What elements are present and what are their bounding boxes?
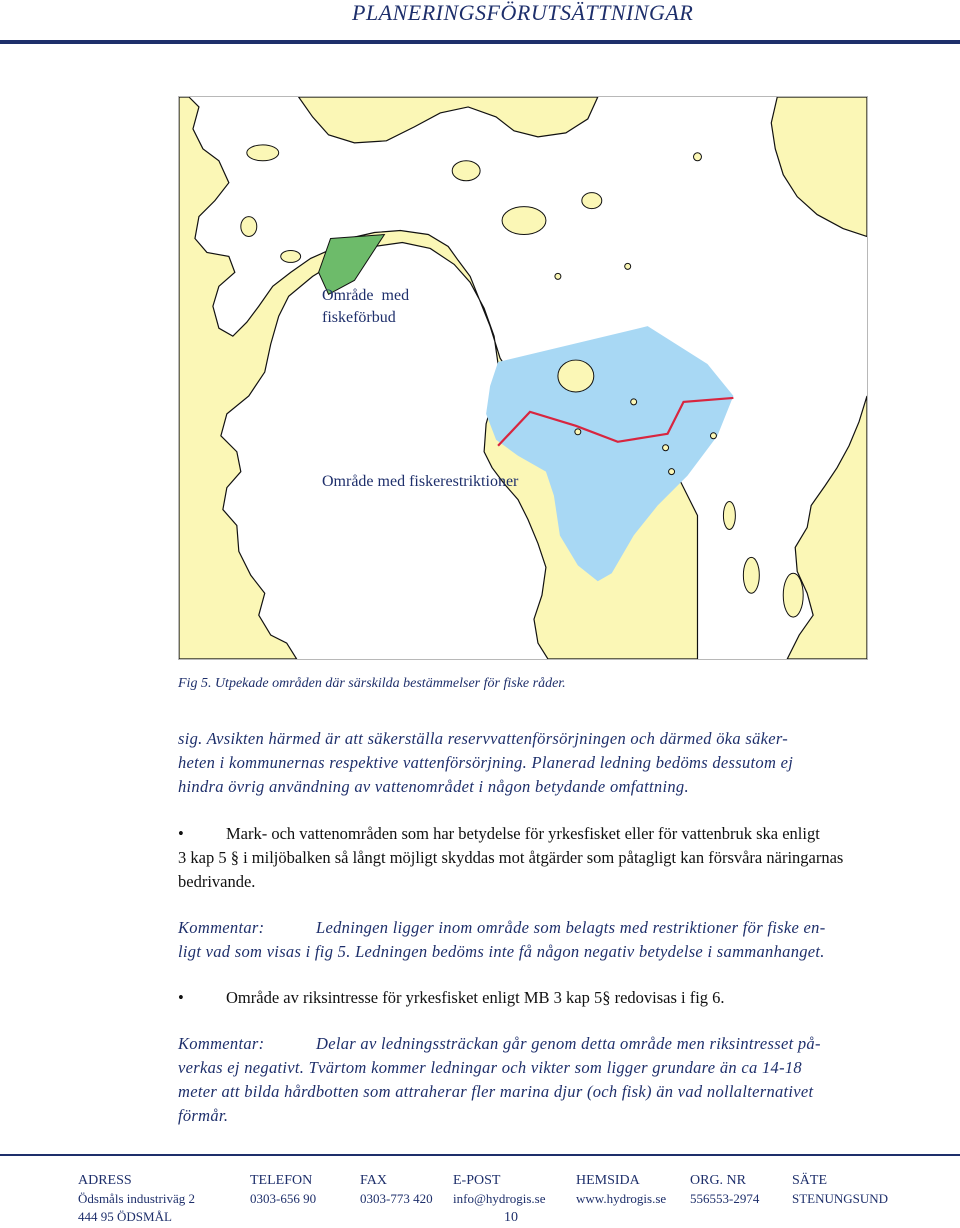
map-island: [452, 161, 480, 181]
page-number: 10: [504, 1210, 518, 1225]
map-label-fishing-ban-line1: Område med: [322, 287, 410, 304]
map-island: [783, 573, 803, 617]
comment-line: förmår.: [178, 1106, 229, 1125]
comment-national-interest: [178, 1032, 868, 1128]
footer-email: [453, 1172, 546, 1208]
map-islet: [669, 469, 675, 475]
map-islet: [575, 429, 581, 435]
figure-caption: Fig 5. Utpekade områden där särskilda bestämmelser för fiske råder.: [178, 676, 566, 691]
footer-value: 556553-2974: [690, 1191, 760, 1206]
comment-line: meter att bilda hårdbotten som attraherar fler marina djur (och fisk) än vad nollalternativet: [178, 1082, 814, 1101]
footer-website-link[interactable]: www.hydrogis.se: [576, 1191, 667, 1206]
map-island: [502, 207, 546, 235]
bullet-symbol: •: [178, 824, 184, 843]
footer-phone: [250, 1172, 316, 1208]
map-island: [743, 557, 759, 593]
intro-line: hindra övrig användning av vattenområdet i någon betydande omfattning.: [178, 777, 689, 796]
footer-value: 0303-773 420: [360, 1191, 433, 1206]
footer-value: 0303-656 90: [250, 1191, 317, 1206]
map-islet: [663, 445, 669, 451]
intro-paragraph: [178, 727, 868, 799]
map-island: [723, 502, 735, 530]
bullet-text: Område av riksintresse för yrkesfisket enligt MB 3 kap 5§ redovisas i fig 6.: [226, 988, 725, 1007]
comment-restriction: [178, 916, 868, 964]
map-island: [247, 145, 279, 161]
map-svg: [179, 97, 867, 659]
map-island: [582, 193, 602, 209]
map-islet: [625, 263, 631, 269]
footer-heading: ORG. NR: [690, 1173, 747, 1188]
map-label-fishing-ban-line2: fiskeförbud: [322, 309, 396, 326]
bullet-symbol: •: [178, 988, 184, 1007]
footer-heading: E-POST: [453, 1173, 501, 1188]
comment-label: Kommentar:: [178, 1034, 265, 1053]
bullet-first-line: Mark- och vattenområden som har betydelse för yrkesfisket eller för vattenbruk ska enligt: [226, 824, 820, 843]
map-island: [241, 217, 257, 237]
footer-fax: [360, 1172, 433, 1208]
bullet-line: bedrivande.: [178, 872, 256, 891]
footer-heading: FAX: [360, 1173, 387, 1188]
footer-heading: SÄTE: [792, 1173, 827, 1188]
footer-address: [78, 1172, 195, 1226]
bullet-national-interest: [178, 986, 868, 1010]
comment-line: ligt vad som visas i fig 5. Ledningen bedöms inte få någon negativ betydelse i sammanhanget.: [178, 942, 825, 961]
page-header-title: PLANERINGSFÖRUTSÄTTNINGAR: [352, 0, 694, 25]
footer-heading: TELEFON: [250, 1173, 313, 1188]
comment-first-line: Delar av ledningssträckan går genom detta område men riksintresset på-: [316, 1034, 821, 1053]
footer-value: Ödsmåls industriväg 2: [78, 1191, 195, 1206]
footer-value: STENUNGSUND: [792, 1191, 889, 1206]
map-island: [558, 360, 594, 392]
header-divider: [0, 40, 960, 44]
intro-line: heten i kommunernas respektive vattenförsörjning. Planerad ledning bedöms dessutom ej: [178, 753, 794, 772]
footer-heading: ADRESS: [78, 1173, 132, 1188]
map-label-fishing-restriction: Område med fiskerestriktioner: [322, 473, 519, 490]
comment-first-line: Ledningen ligger inom område som belagts med restriktioner för fiske en-: [316, 918, 826, 937]
footer-seat: [792, 1172, 888, 1208]
intro-line: sig. Avsikten härmed är att säkerställa reservvattenförsörjningen och därmed öka säker-: [178, 729, 789, 748]
map-islet: [694, 153, 702, 161]
map-label-fishing-ban: [322, 285, 409, 329]
comment-label: Kommentar:: [178, 918, 265, 937]
map-island: [281, 250, 301, 262]
map-islet: [631, 399, 637, 405]
footer-heading: HEMSIDA: [576, 1173, 640, 1188]
map-figure: [178, 96, 868, 660]
footer-value: 444 95 ÖDSMÅL: [78, 1209, 172, 1224]
comment-line: verkas ej negativt. Tvärtom kommer ledningar och vikter som ligger grundare än ca 14-18: [178, 1058, 802, 1077]
footer-org-nr: [690, 1172, 759, 1208]
bullet-line: 3 kap 5 § i miljöbalken så långt möjligt skyddas mot åtgärder som påtagligt kan försvåra näringarnas: [178, 848, 844, 867]
footer-divider: [0, 1154, 960, 1156]
footer-email-link[interactable]: info@hydrogis.se: [453, 1191, 546, 1206]
bullet-fishing-interest: [178, 822, 868, 894]
footer-website: [576, 1172, 666, 1208]
map-islet: [555, 273, 561, 279]
map-islet: [710, 433, 716, 439]
